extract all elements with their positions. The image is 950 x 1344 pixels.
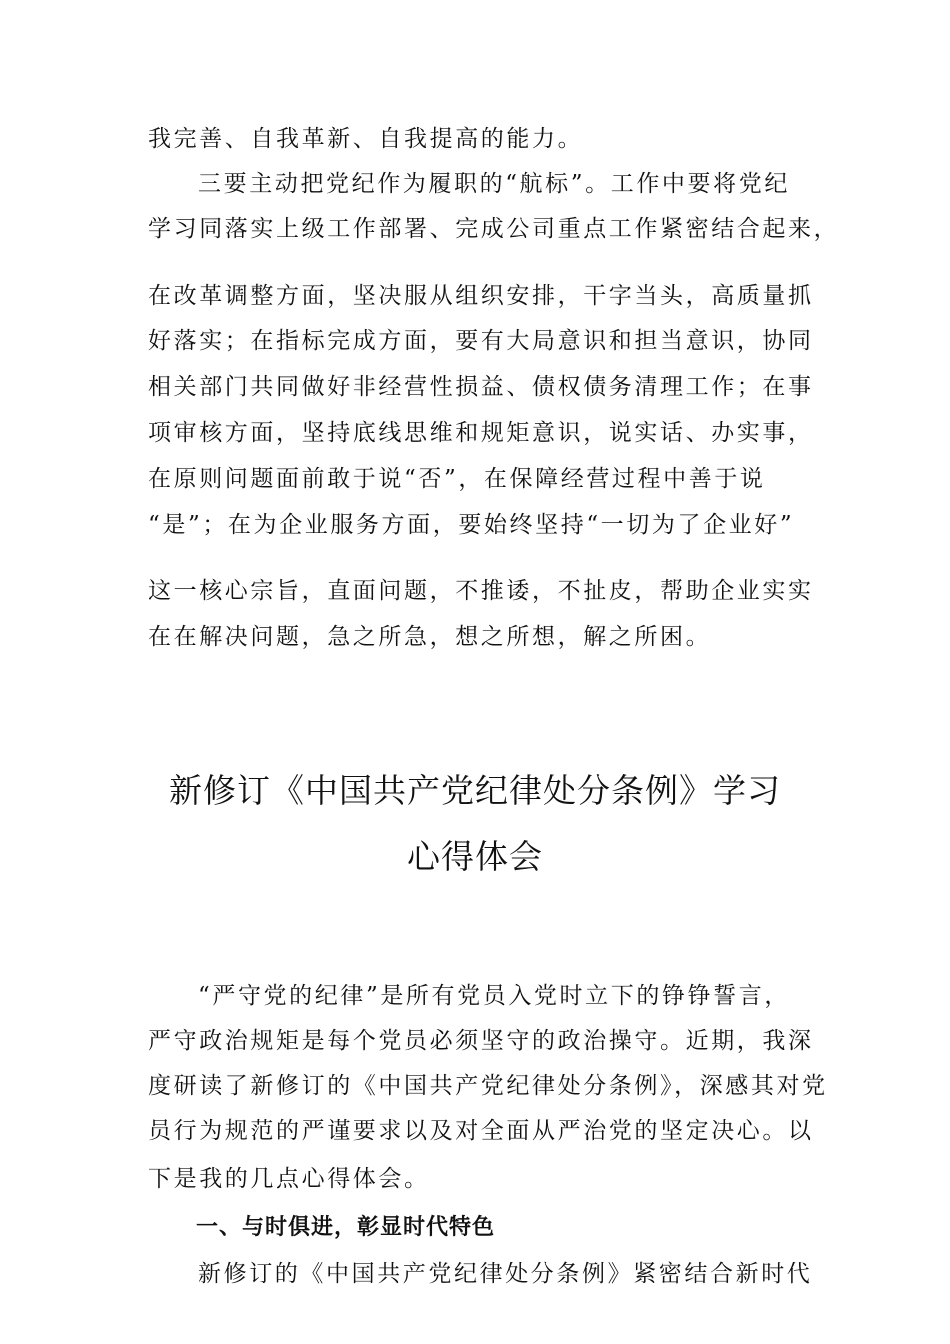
document-title-line-1: 新修订《中国共产党纪律处分条例》学习 [169,771,781,810]
intro-line: 严守政治规矩是每个党员必须坚守的政治操守。近期，我深 [148,1028,814,1054]
intro-line: 员行为规范的严谨要求以及对全面从严治党的坚定决心。以 [148,1118,814,1144]
intro-line: “严守党的纪律”是所有党员入党时立下的铮铮誓言， [198,983,790,1009]
paragraph-line: 学习同落实上级工作部署、完成公司重点工作紧密结合起来， [148,216,840,242]
paragraph-line: “是”；在为企业服务方面，要始终坚持“一切为了企业好” [148,512,795,538]
intro-line: 度研读了新修订的《中国共产党纪律处分条例》，深感其对党 [148,1073,828,1099]
paragraph-line: 项审核方面，坚持底线思维和规矩意识，说实话、办实事， [148,420,814,446]
paragraph-line: 我完善、自我革新、自我提高的能力。 [148,126,584,152]
intro-line: 下是我的几点心得体会。 [148,1166,430,1192]
section-first-line: 新修订的《中国共产党纪律处分条例》紧密结合新时代 [198,1261,813,1287]
paragraph-line: 好落实；在指标完成方面，要有大局意识和担当意识，协同 [148,328,814,354]
paragraph-line: 在在解决问题，急之所急，想之所想，解之所困。 [148,624,712,650]
section-heading: 一、与时俱进，彰显时代特色 [196,1215,496,1240]
paragraph-line: 相关部门共同做好非经营性损益、债权债务清理工作；在事 [148,374,814,400]
document-title-line-2: 心得体会 [407,837,543,876]
paragraph-line: 在改革调整方面，坚决服从组织安排，干字当头，高质量抓 [148,283,814,309]
paragraph-line: 在原则问题面前敢于说“否”，在保障经营过程中善于说 [148,466,766,492]
paragraph-line: 三要主动把党纪作为履职的“航标”。工作中要将党纪 [198,171,790,197]
paragraph-line: 这一核心宗旨，直面问题，不推诿，不扯皮，帮助企业实实 [148,578,814,604]
